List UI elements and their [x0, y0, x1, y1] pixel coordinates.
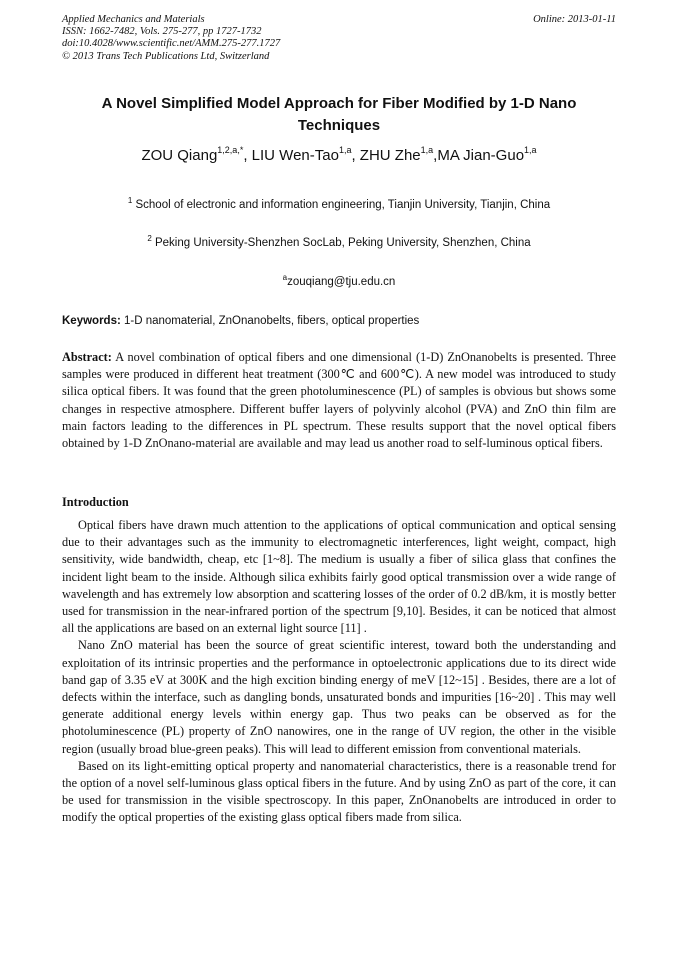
journal-header: [62, 14, 616, 63]
copyright-line: © 2013 Trans Tech Publications Ltd, Switzerland: [62, 50, 270, 62]
affiliation-2: [62, 236, 616, 250]
author-separator: ,: [433, 147, 438, 164]
affiliation-mark: 1: [127, 196, 133, 205]
issn-line: ISSN: 1662-7482, Vols. 275-277, pp 1727-1732: [62, 26, 262, 38]
author-name: ZOU Qiang: [141, 147, 218, 164]
author-affiliation-mark: 1,2,a,*: [217, 145, 244, 155]
author-name: LIU Wen-Tao: [251, 147, 339, 164]
author-affiliation-mark: 1,a: [524, 145, 537, 155]
author-separator: ,: [243, 147, 252, 164]
paper-title: A Novel Simplified Model Approach for Fiber Modified by 1-D Nano Techniques: [101, 95, 577, 134]
paragraph: Based on its light-emitting optical property and nanomaterial characteristics, there is a reasonable trend for the option of a novel self-luminous glass optical fibers in the future. And by using ZnO as part of the core, it can be used for transmission in the visible spectroscopy. In this paper, ZnOnanobelts are introduced in order to modify the optical properties of the existing glass optical fibers made from silica.: [62, 758, 616, 825]
paragraph: Nano ZnO material has been the source of great scientific interest, toward both the understanding and exploitation of its intrinsic properties and the performance in optoelectronic applications due to its direct wide band gap of 3.35 eV at 300K and the high excition binding energy of meV [12~15] . Besides, there are a lot of defects within the interface, such as dangling bonds, unsaturated bonds and impurities [16~20] . This may well generate additional energy levels within energy gap. Thus two peaks can be observed as for the photoluminescence (PL) property of ZnO nanowires, one in the range of UV region, the other in the visible region (usually broad blue-green peaks). This will lead to different emission from conventional materials.: [62, 638, 616, 756]
keywords: [62, 314, 616, 328]
contact-email: [62, 275, 616, 289]
author-name: MA Jian-Guo: [437, 147, 525, 164]
affiliation-mark: 2: [147, 234, 152, 243]
affiliation-mark: a: [282, 273, 288, 282]
abstract-label: Abstract:: [62, 350, 112, 364]
journal-name: Applied Mechanics and Materials: [62, 14, 205, 25]
doi-line: doi:10.4028/www.scientific.net/AMM.275-277.1727: [62, 38, 281, 50]
introduction-heading: Introduction: [62, 495, 129, 509]
paragraph: Optical fibers have drawn much attention to the applications of optical communication and optical sensing due to their advantages such as the immunity to electromagnetic interferences, light weight, compact, high sensitivity, wide bandwidth, cheap, etc [1~8]. The medium is usually a fiber of silica glass that confines the incident light beam to the inside. Although silica exhibits fairly good optical transmission over a wide range of wavelength and has extremely low absorption and scattering losses of the order of 0.2 dB/km, it is mostly better used for transmission in the near-infrared portion of the spectrum [9,10]. Besides, it can be noticed that almost all the applications are based on an external light source [11] .: [62, 518, 616, 636]
affiliation-1: [62, 198, 616, 212]
author-list: [62, 143, 616, 169]
keywords-label: Keywords:: [62, 315, 121, 327]
introduction-body: [62, 517, 616, 827]
abstract-text: A novel combination of optical fibers and one dimensional (1-D) ZnOnanobelts is presented. Three samples were produced in different heat treatment (300℃ and 600℃). A new model was introduced to study silica optical fibers. It was found that the green photoluminescence (PL) of samples is obvious but shows some changes in respective atmosphere. Different buffer layers of polyvinly alcohol (PVA) and ZnO thin film are main factors leading to the differences in PL spectrum. These results support that the novel optical fibers obtained by 1-D ZnOnano-material are available and may lead us another road to self-luminous optical fibers.: [62, 350, 616, 451]
keywords-text: 1-D nanomaterial, ZnOnanobelts, fibers, optical properties: [120, 315, 420, 327]
abstract: [62, 349, 616, 452]
author-affiliation-mark: 1,a: [338, 145, 352, 155]
email-text: zouqiang@tju.edu.cn: [287, 276, 396, 288]
author-name: ZHU Zhe: [359, 147, 421, 164]
affiliation-text: School of electronic and information engineering, Tianjin University, Tianjin, China: [132, 199, 551, 211]
author-separator: ,: [351, 147, 360, 164]
online-date: Online: 2013-01-11: [533, 14, 616, 25]
author-affiliation-mark: 1,a: [420, 145, 434, 155]
affiliation-text: Peking University-Shenzhen SocLab, Peking University, Shenzhen, China: [151, 237, 531, 249]
